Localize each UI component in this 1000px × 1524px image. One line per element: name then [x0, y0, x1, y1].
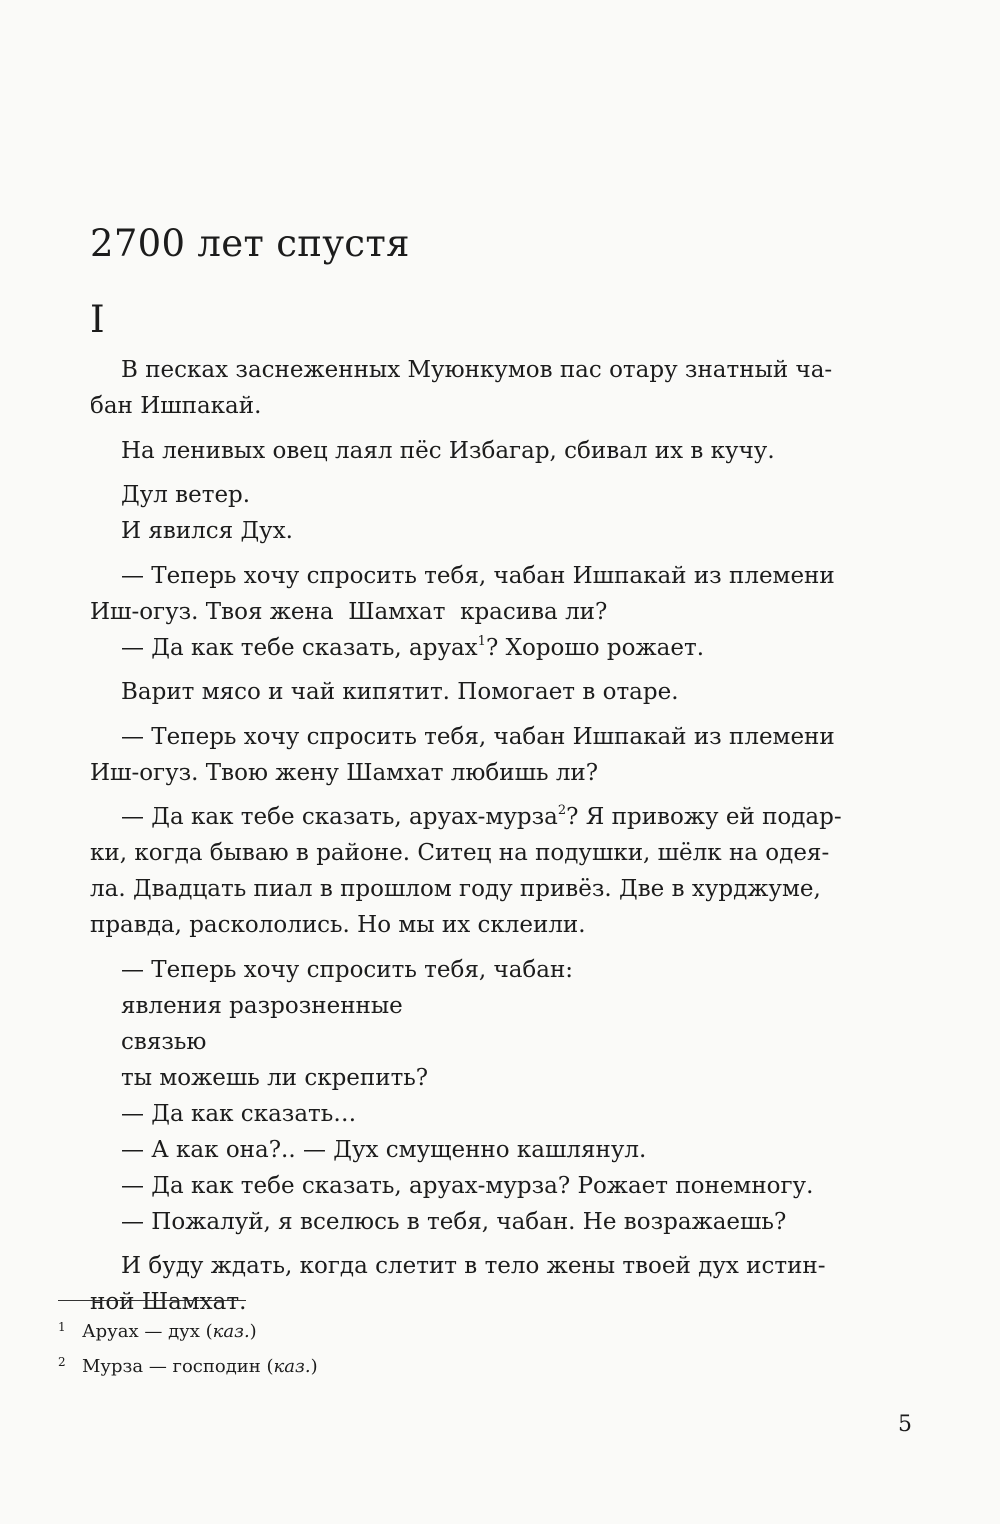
paragraph-line: — А как она?.. — Дух смущенно кашлянул.: [121, 1136, 647, 1163]
footnote: [58, 1312, 318, 1347]
footnote: [58, 1347, 318, 1382]
paragraph-line: правда, раскололись. Но мы их склеили.: [90, 912, 586, 938]
footnote-number: 1: [58, 1320, 66, 1334]
section-number: I: [90, 298, 105, 341]
chapter-title: 2700 лет спустя: [90, 222, 410, 265]
paragraph-line: И буду ждать, когда слетит в тело жены твоей дух истин-: [121, 1253, 826, 1279]
footnote-lang: каз.: [212, 1321, 250, 1342]
footnote-text: Мурза — господин (: [82, 1356, 274, 1377]
paragraph-line: Иш-огуз. Твою жену Шамхат любишь ли?: [90, 759, 599, 786]
line-text: ? Хорошо рожает.: [485, 634, 705, 661]
line-text: — Да как тебе сказать, аруах-мурза: [121, 804, 558, 830]
footnote-ref[interactable]: 2: [557, 803, 567, 818]
paragraph-line: В песках заснеженных Муюнкумов пас отару знатный ча-: [121, 357, 833, 383]
paragraph-line: Иш-огуз. Твоя жена Шамхат красива ли?: [90, 598, 608, 625]
paragraph-line: На ленивых овец лаял пёс Избагар, сбивал их в кучу.: [121, 437, 775, 464]
verse-line: связью: [121, 1028, 207, 1055]
paragraph-line: Варит мясо и чай кипятит. Помогает в отаре.: [121, 679, 679, 705]
footnote-text: Аруах — дух (: [82, 1321, 213, 1342]
paragraph-line: [90, 799, 880, 835]
footnote-ref[interactable]: 1: [477, 633, 486, 649]
page-number: 5: [898, 1412, 912, 1437]
line-text: ? Я привожу ей подар-: [566, 804, 842, 830]
paragraph-line: ла. Двадцать пиал в прошлом году привёз. Две в хурджуме,: [90, 876, 821, 902]
paragraph-line: Дул ветер.: [121, 482, 251, 508]
line-text: — Да как тебе сказать, аруах: [121, 634, 478, 661]
paragraph-line: — Теперь хочу спросить тебя, чабан Ишпакай из племени: [121, 723, 835, 750]
verse-line: ты можешь ли скрепить?: [121, 1064, 429, 1091]
paragraph-line: — Теперь хочу спросить тебя, чабан Ишпакай из племени: [121, 562, 835, 589]
body-text: [90, 352, 880, 1320]
paragraph-line: — Да как тебе сказать, аруах-мурза? Рожает понемногу.: [121, 1172, 814, 1199]
paragraph-line: — Теперь хочу спросить тебя, чабан:: [121, 956, 574, 983]
paragraph-line: бан Ишпакай.: [90, 393, 262, 419]
paragraph-line: ки, когда бываю в районе. Ситец на подушки, шёлк на одея-: [90, 840, 830, 866]
paragraph-line: — Пожалуй, я вселюсь в тебя, чабан. Не возражаешь?: [121, 1208, 787, 1235]
footnotes: [58, 1312, 318, 1382]
paragraph-line: — Да как сказать…: [121, 1100, 357, 1127]
verse-line: явления разрозненные: [121, 992, 403, 1019]
paragraph-line: [90, 630, 880, 666]
footnote-divider: [58, 1300, 246, 1301]
paragraph-line: ной Шамхат.: [90, 1289, 247, 1315]
footnote-close: ): [249, 1321, 257, 1342]
footnote-number: 2: [58, 1355, 66, 1369]
paragraph-line: И явился Дух.: [121, 518, 293, 544]
footnote-close: ): [310, 1356, 318, 1377]
footnote-lang: каз.: [273, 1356, 311, 1377]
